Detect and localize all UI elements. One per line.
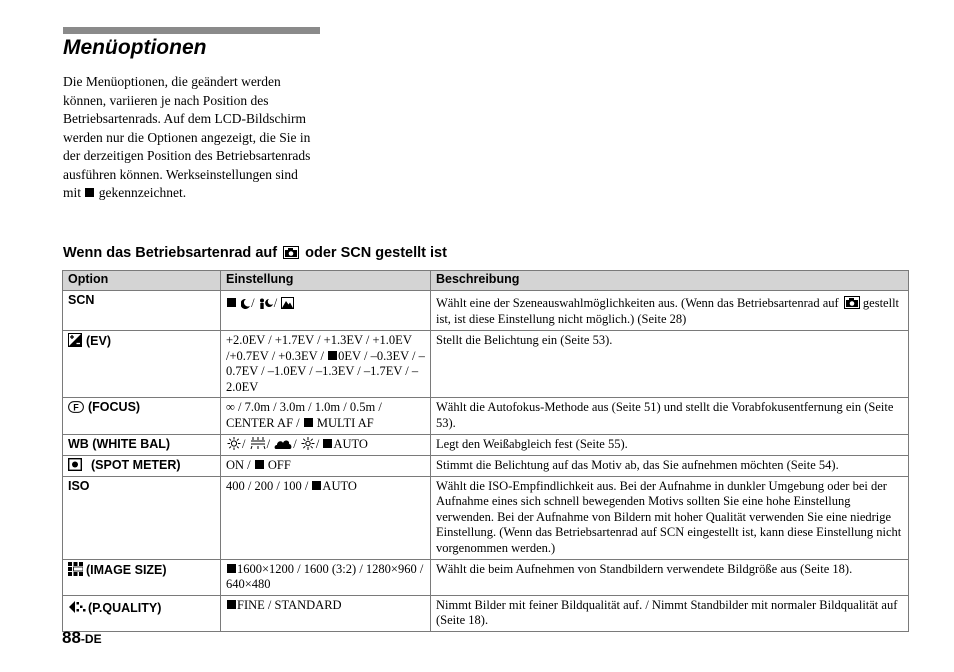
page-number [62,628,102,648]
option-label: (IMAGE SIZE) [86,562,167,577]
fluorescent-icon [250,437,266,450]
description-text-end: gestellt ist, ist diese Einstellung nicht möglich.) (Seite 28) [436,296,900,326]
option-label: (SPOT METER) [91,457,181,472]
option-cell [63,559,221,595]
option-cell: WB (WHITE BAL) [63,435,221,456]
setting-text-end: OFF [267,457,291,472]
setting-cell [221,398,431,435]
table-row [63,455,909,476]
default-marker-icon [323,439,332,448]
header-option: Option [63,271,221,291]
default-marker-icon [328,351,337,360]
table-row [63,595,909,631]
description-cell: Wählt die Autofokus-Methode aus (Seite 51) und stellt die Vorabfokusentfernung ein (Seite 53). [431,398,909,435]
setting-cell [221,559,431,595]
twilight-moon-icon [241,299,250,309]
subheading-part-a: Wenn das Betriebsartenrad auf [63,245,278,261]
option-cell: ISO [63,476,221,559]
option-cell [63,595,221,631]
table-row [63,435,909,456]
page-number-value: 88 [62,628,81,647]
options-table [62,270,909,632]
description-cell: Wählt die beim Aufnehmen von Standbildern verwendete Bildgröße aus (Seite 18). [431,559,909,595]
heading-rule [63,27,320,34]
description-cell: Legt den Weißabgleich fest (Seite 55). [431,435,909,456]
default-marker-icon [304,418,313,427]
setting-text-end: 0EV / –0.3EV / –0.7EV / –1.0EV / –1.3EV / –1.7EV / –2.0EV [226,348,425,394]
spot-meter-icon [68,458,82,471]
default-marker-icon [227,298,236,307]
option-label: (EV) [86,334,111,348]
svg-text:F: F [73,402,79,413]
picture-quality-icon [68,600,86,614]
description-text: Wählt eine der Szeneauswahlmöglichkeiten aus. (Wenn das Betriebsartenrad auf [436,296,839,310]
option-cell: SCN [63,291,221,331]
section-subheading [63,243,447,263]
setting-text: AUTO [333,437,368,452]
twilight-portrait-icon [259,298,273,309]
option-label: (FOCUS) [88,400,141,415]
default-marker-icon [227,600,236,609]
description-cell: Nimmt Bilder mit feiner Bildqualität auf. / Nimmt Standbilder mit normaler Bildqualität auf (Seite 18). [431,595,909,631]
camera-icon [283,246,299,259]
option-cell [63,398,221,435]
setting-text: 400 / 200 / 100 / [226,478,309,493]
intro-text-end: gekennzeichnet. [98,185,187,200]
table-header-row [63,271,909,291]
setting-cell [221,331,431,398]
table-row [63,291,909,331]
option-label: (P.QUALITY) [88,600,162,615]
description-cell: Wählt die ISO-Empfindlichkeit aus. Bei der Aufnahme in dunkler Umgebung oder bei der Aufnahme eines sich schnell bewegenden Motivs sollten Sie eine hohe Einstellung verwenden. Bei der Aufnahme von Bildern mit hoher Qualität verwenden Sie eine niedrige Einstellung. (Wenn das Betriebsartenrad auf SCN eingestellt ist, kann diese Einstellung nicht vorgenommen werden.) [431,476,909,559]
option-cell [63,331,221,398]
setting-cell: / / / / AUTO [221,435,431,456]
table-row [63,559,909,595]
setting-text: ∞ / 7.0m / 3.0m / 1.0m / 0.5m / CENTER AF / [226,400,382,430]
setting-cell [221,476,431,559]
setting-text-end: MULTI AF [316,415,374,430]
default-marker-icon [85,188,94,197]
setting-cell [221,455,431,476]
header-description: Beschreibung [431,271,909,291]
setting-text: FINE / STANDARD [237,597,342,612]
description-cell [431,291,909,331]
incandescent-icon [301,437,315,450]
intro-text: Die Menüoptionen, die geändert werden können, variieren je nach Position des Betriebsartenrads. Auf dem LCD-Bildschirm werden nur die Optionen angezeigt, die Sie in der derzeitigen Position des Betriebsartenrads ausführen können. Werkseinstellungen sind mit [63,74,311,200]
page-title: Menüoptionen [63,36,207,59]
intro-paragraph [63,73,313,203]
table-row [63,476,909,559]
daylight-icon [227,437,241,450]
description-cell: Stimmt die Belichtung auf das Motiv ab, das Sie aufnehmen möchten (Seite 54). [431,455,909,476]
description-cell: Stellt die Belichtung ein (Seite 53). [431,331,909,398]
landscape-icon [281,297,294,309]
default-marker-icon [255,460,264,469]
setting-text: +2.0EV / +1.7EV / +1.3EV / +1.0EV /+0.7EV / +0.3EV / [226,333,412,363]
setting-text-end: AUTO [322,478,357,493]
camera-icon [844,296,860,309]
default-marker-icon [312,481,321,490]
option-cell [63,455,221,476]
table-row [63,331,909,398]
image-size-icon [68,562,83,576]
header-setting: Einstellung [221,271,431,291]
default-marker-icon [227,564,236,573]
table-row [63,398,909,435]
subheading-part-b: oder SCN gestellt ist [305,245,447,261]
setting-text: 1600×1200 / 1600 (3:2) / 1280×960 / 640×480 [226,561,424,592]
focus-icon [68,401,84,413]
setting-cell: / / [221,291,431,331]
setting-text: ON / [226,457,251,472]
cloudy-icon [274,437,292,450]
exposure-icon [68,333,82,347]
page-number-suffix: -DE [80,632,102,646]
setting-cell [221,595,431,631]
